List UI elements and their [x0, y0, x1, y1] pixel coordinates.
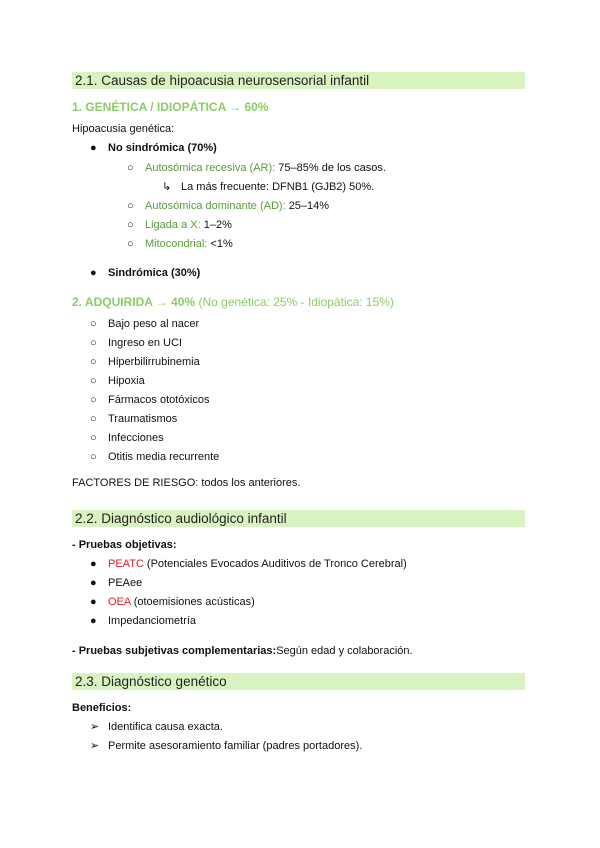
list-item-ar [145, 161, 386, 175]
bullet-icon: ● [90, 267, 97, 279]
list-item: Hiperbilirrubinemia [108, 356, 200, 368]
acquired-heading [72, 295, 394, 309]
bullet-icon: ● [90, 577, 97, 589]
circle-bullet-icon: ○ [90, 394, 97, 406]
list-item: Identifica causa exacta. [108, 721, 223, 733]
acquired-heading-main: 2. ADQUIRIDA → 40% [72, 295, 196, 309]
peatc-desc: (Potenciales Evocados Auditivos de Tronco Cerebral) [146, 558, 407, 570]
list-item: Infecciones [108, 432, 164, 444]
ar-label: Autosómica recesiva (AR): [145, 162, 276, 174]
bullet-icon: ● [90, 142, 97, 154]
circle-bullet-icon: ○ [90, 413, 97, 425]
mito-value: <1% [210, 238, 233, 250]
benefits-heading: Beneficios: [72, 702, 132, 714]
ar-sub: La más frecuente: DFNB1 (GJB2) 50%. [181, 181, 375, 193]
sub-arrow-icon: ↳ [162, 181, 172, 193]
sindromica: Sindrómica (30%) [108, 267, 201, 279]
peaee: PEAee [108, 577, 143, 589]
subjective-line [72, 644, 413, 658]
ar-value: 75–85% de los casos. [278, 162, 386, 174]
risk-factors: FACTORES DE RIESGO: todos los anteriores. [72, 477, 301, 489]
x-label: Ligada a X: [145, 219, 201, 231]
section-title: 2.1. Causas de hipoacusia neurosensorial infantil [75, 73, 370, 88]
ad-value: 25–14% [288, 200, 330, 212]
list-item: Ingreso en UCI [108, 337, 182, 349]
bullet-icon: ● [90, 558, 97, 570]
mito-label: Mitocondrial: [145, 238, 208, 250]
bullet-icon: ● [90, 615, 97, 627]
list-item: Hipoxia [108, 375, 145, 387]
oea-label: OEA [108, 596, 131, 608]
bullet-icon: ● [90, 596, 97, 608]
list-item-mito [145, 237, 233, 251]
circle-bullet-icon: ○ [127, 200, 134, 212]
arrow-bullet-icon: ➢ [90, 740, 100, 752]
circle-bullet-icon: ○ [90, 356, 97, 368]
section-header-audiology [72, 510, 525, 527]
section-title: 2.3. Diagnóstico genético [75, 674, 227, 689]
objective-heading: - Pruebas objetivas: [72, 539, 177, 551]
genetic-label: Hipoacusia genética: [72, 123, 175, 135]
peatc-label: PEATC [108, 558, 144, 570]
list-item: Bajo peso al nacer [108, 318, 200, 330]
list-item: Fármacos ototóxicos [108, 394, 210, 406]
subjective-desc: Según edad y colaboración. [276, 645, 413, 657]
list-item: Otitis media recurrente [108, 451, 220, 463]
x-value: 1–2% [203, 219, 232, 231]
circle-bullet-icon: ○ [90, 318, 97, 330]
genetic-heading: 1. GENÉTICA / IDIOPÁTICA → 60% [72, 100, 269, 114]
ad-label: Autosómica dominante (AD): [145, 200, 286, 212]
list-item-ad [145, 199, 329, 213]
section-title: 2.2. Diagnóstico audiológico infantil [75, 511, 287, 526]
oea-desc: (otoemisiones acústicas) [133, 596, 255, 608]
list-item: Traumatismos [108, 413, 178, 425]
circle-bullet-icon: ○ [127, 238, 134, 250]
list-item-x [145, 218, 232, 232]
circle-bullet-icon: ○ [90, 375, 97, 387]
circle-bullet-icon: ○ [90, 432, 97, 444]
circle-bullet-icon: ○ [127, 219, 134, 231]
impedance: Impedanciometría [108, 615, 197, 627]
circle-bullet-icon: ○ [90, 451, 97, 463]
section-header-causes [72, 72, 525, 89]
section-header-genetic [72, 673, 525, 690]
list-item-peatc [108, 557, 407, 571]
circle-bullet-icon: ○ [127, 162, 134, 174]
list-item-oea [108, 595, 255, 609]
subjective-heading: - Pruebas subjetivas complementarias: [72, 645, 277, 657]
no-sindromica: No sindrómica (70%) [108, 142, 217, 154]
acquired-note: (No genética: 25% - Idiopática: 15%) [198, 295, 394, 309]
arrow-bullet-icon: ➢ [90, 721, 100, 733]
circle-bullet-icon: ○ [90, 337, 97, 349]
list-item: Permite asesoramiento familiar (padres portadores). [108, 740, 363, 752]
